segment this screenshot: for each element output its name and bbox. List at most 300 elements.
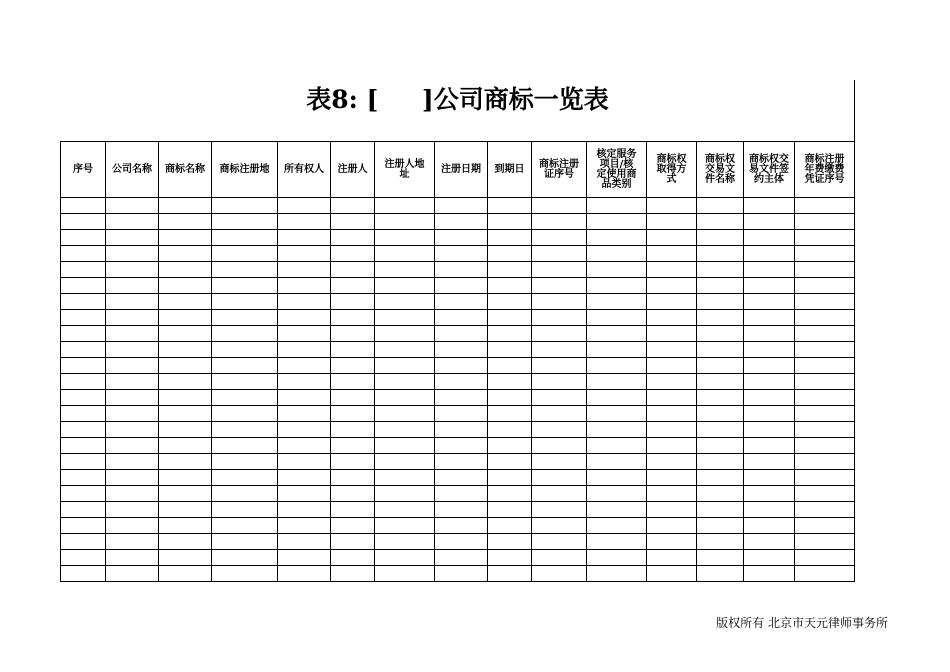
- table-cell: [697, 390, 744, 406]
- table-cell: [159, 550, 212, 566]
- table-cell: [488, 230, 532, 246]
- table-cell: [744, 390, 795, 406]
- table-row: [61, 246, 855, 262]
- table-cell: [106, 294, 159, 310]
- table-cell: [795, 374, 855, 390]
- table-row: [61, 358, 855, 374]
- table-cell: [331, 230, 375, 246]
- table-cell: [532, 486, 587, 502]
- table-row: [61, 534, 855, 550]
- table-cell: [159, 502, 212, 518]
- table-cell: [159, 342, 212, 358]
- table-cell: [647, 518, 697, 534]
- table-cell: [587, 422, 647, 438]
- table-cell: [61, 326, 106, 342]
- table-header-row: [61, 142, 855, 198]
- table-cell: [488, 342, 532, 358]
- table-cell: [106, 214, 159, 230]
- table-cell: [375, 246, 435, 262]
- table-cell: [159, 214, 212, 230]
- table-cell: [795, 438, 855, 454]
- table-cell: [795, 390, 855, 406]
- table-cell: [331, 518, 375, 534]
- table-cell: [61, 390, 106, 406]
- table-cell: [744, 310, 795, 326]
- table-cell: [159, 438, 212, 454]
- table-cell: [61, 358, 106, 374]
- table-cell: [697, 566, 744, 582]
- table-cell: [488, 438, 532, 454]
- table-cell: [587, 262, 647, 278]
- table-cell: [331, 342, 375, 358]
- table-cell: [744, 454, 795, 470]
- column-header: 核定服务项目/核定使用商品类别: [587, 142, 647, 198]
- table-cell: [435, 534, 488, 550]
- table-cell: [159, 422, 212, 438]
- table-cell: [435, 198, 488, 214]
- table-cell: [435, 214, 488, 230]
- table-cell: [61, 566, 106, 582]
- table-row: [61, 342, 855, 358]
- table-cell: [697, 374, 744, 390]
- table-cell: [331, 438, 375, 454]
- table-cell: [212, 198, 278, 214]
- table-cell: [278, 534, 331, 550]
- table-cell: [331, 534, 375, 550]
- table-cell: [697, 310, 744, 326]
- table-cell: [159, 470, 212, 486]
- table-cell: [212, 502, 278, 518]
- table-cell: [435, 342, 488, 358]
- table-cell: [744, 262, 795, 278]
- table-cell: [744, 374, 795, 390]
- table-cell: [532, 470, 587, 486]
- table-cell: [159, 278, 212, 294]
- table-cell: [435, 502, 488, 518]
- table-cell: [744, 550, 795, 566]
- table-cell: [331, 326, 375, 342]
- table-cell: [106, 374, 159, 390]
- table-cell: [795, 422, 855, 438]
- table-cell: [647, 502, 697, 518]
- table-cell: [278, 374, 331, 390]
- table-cell: [532, 278, 587, 294]
- table-cell: [647, 326, 697, 342]
- table-cell: [587, 486, 647, 502]
- table-cell: [697, 294, 744, 310]
- table-cell: [744, 486, 795, 502]
- table-cell: [587, 454, 647, 470]
- table-cell: [532, 518, 587, 534]
- table-cell: [647, 422, 697, 438]
- table-cell: [61, 214, 106, 230]
- table-cell: [532, 422, 587, 438]
- table-cell: [488, 406, 532, 422]
- table-cell: [159, 230, 212, 246]
- table-cell: [278, 486, 331, 502]
- table-cell: [106, 438, 159, 454]
- table-cell: [375, 550, 435, 566]
- table-cell: [331, 470, 375, 486]
- column-header: 商标权交易文件名称: [697, 142, 744, 198]
- table-cell: [587, 390, 647, 406]
- table-cell: [587, 246, 647, 262]
- table-cell: [106, 390, 159, 406]
- table-cell: [159, 454, 212, 470]
- table-cell: [647, 198, 697, 214]
- table-cell: [435, 310, 488, 326]
- table-cell: [744, 438, 795, 454]
- table-row: [61, 230, 855, 246]
- table-cell: [331, 310, 375, 326]
- table-cell: [697, 278, 744, 294]
- table-cell: [744, 502, 795, 518]
- table-cell: [744, 246, 795, 262]
- table-cell: [587, 198, 647, 214]
- table-cell: [795, 566, 855, 582]
- column-header: 商标注册年费缴费凭证序号: [795, 142, 855, 198]
- table-cell: [159, 486, 212, 502]
- table-cell: [278, 342, 331, 358]
- table-cell: [331, 406, 375, 422]
- table-cell: [212, 390, 278, 406]
- column-header: 注册人地址: [375, 142, 435, 198]
- table-cell: [375, 438, 435, 454]
- table-cell: [488, 566, 532, 582]
- table-cell: [159, 518, 212, 534]
- table-cell: [697, 358, 744, 374]
- table-cell: [331, 358, 375, 374]
- table-cell: [212, 262, 278, 278]
- table-cell: [587, 278, 647, 294]
- table-cell: [106, 278, 159, 294]
- table-row: [61, 374, 855, 390]
- table-cell: [435, 390, 488, 406]
- table-cell: [61, 518, 106, 534]
- table-cell: [532, 390, 587, 406]
- table-cell: [61, 198, 106, 214]
- table-cell: [331, 294, 375, 310]
- table-row: [61, 198, 855, 214]
- table-cell: [212, 406, 278, 422]
- table-cell: [795, 262, 855, 278]
- table-cell: [375, 486, 435, 502]
- table-cell: [331, 246, 375, 262]
- table-cell: [159, 534, 212, 550]
- table-cell: [795, 406, 855, 422]
- table-cell: [278, 470, 331, 486]
- table-cell: [532, 214, 587, 230]
- table-cell: [106, 342, 159, 358]
- table-cell: [375, 294, 435, 310]
- table-cell: [159, 310, 212, 326]
- table-cell: [647, 310, 697, 326]
- table-cell: [212, 454, 278, 470]
- table-cell: [278, 518, 331, 534]
- table-cell: [697, 502, 744, 518]
- table-cell: [532, 566, 587, 582]
- table-cell: [488, 486, 532, 502]
- table-cell: [435, 262, 488, 278]
- table-cell: [375, 518, 435, 534]
- table-row: [61, 278, 855, 294]
- table-cell: [61, 502, 106, 518]
- table-cell: [587, 470, 647, 486]
- table-cell: [106, 486, 159, 502]
- table-cell: [647, 246, 697, 262]
- table-cell: [647, 390, 697, 406]
- column-header: 商标名称: [159, 142, 212, 198]
- table-cell: [212, 342, 278, 358]
- table-cell: [488, 262, 532, 278]
- document-title: 表8: [ ]公司商标一览表: [306, 85, 609, 114]
- table-cell: [532, 438, 587, 454]
- table-cell: [647, 566, 697, 582]
- table-cell: [278, 358, 331, 374]
- table-cell: [532, 230, 587, 246]
- table-cell: [744, 214, 795, 230]
- table-cell: [61, 470, 106, 486]
- table-cell: [375, 310, 435, 326]
- table-cell: [435, 438, 488, 454]
- column-header: 注册人: [331, 142, 375, 198]
- table-cell: [587, 374, 647, 390]
- table-cell: [697, 486, 744, 502]
- column-header: 到期日: [488, 142, 532, 198]
- table-body: [61, 198, 855, 582]
- table-cell: [647, 534, 697, 550]
- table-row: [61, 326, 855, 342]
- table-cell: [61, 374, 106, 390]
- table-cell: [375, 326, 435, 342]
- table-cell: [278, 390, 331, 406]
- table-cell: [212, 294, 278, 310]
- table-cell: [106, 534, 159, 550]
- table-cell: [795, 246, 855, 262]
- column-header: 注册日期: [435, 142, 488, 198]
- table-row: [61, 454, 855, 470]
- table-cell: [744, 326, 795, 342]
- table-cell: [159, 246, 212, 262]
- table-cell: [212, 438, 278, 454]
- table-cell: [744, 534, 795, 550]
- table-cell: [106, 454, 159, 470]
- table-row: [61, 502, 855, 518]
- table-cell: [278, 310, 331, 326]
- table-cell: [795, 294, 855, 310]
- table-cell: [488, 550, 532, 566]
- table-cell: [697, 438, 744, 454]
- table-cell: [744, 358, 795, 374]
- table-cell: [61, 294, 106, 310]
- table-cell: [278, 550, 331, 566]
- table-cell: [647, 358, 697, 374]
- table-row: [61, 438, 855, 454]
- table-cell: [331, 454, 375, 470]
- table-cell: [331, 262, 375, 278]
- table-cell: [159, 406, 212, 422]
- table-cell: [697, 422, 744, 438]
- table-cell: [278, 230, 331, 246]
- table-cell: [212, 550, 278, 566]
- column-header: 商标注册证序号: [532, 142, 587, 198]
- table-cell: [331, 374, 375, 390]
- table-cell: [647, 278, 697, 294]
- table-row: [61, 486, 855, 502]
- table-cell: [212, 422, 278, 438]
- table-cell: [375, 214, 435, 230]
- table-cell: [435, 470, 488, 486]
- table-cell: [278, 406, 331, 422]
- table-cell: [697, 246, 744, 262]
- table-cell: [488, 422, 532, 438]
- table-cell: [647, 262, 697, 278]
- table-cell: [697, 470, 744, 486]
- table-row: [61, 550, 855, 566]
- table-cell: [744, 198, 795, 214]
- table-cell: [435, 294, 488, 310]
- table-cell: [697, 198, 744, 214]
- table-cell: [744, 566, 795, 582]
- table-cell: [532, 342, 587, 358]
- table-cell: [587, 502, 647, 518]
- copyright-footer: 版权所有 北京市天元律师事务所: [716, 616, 888, 630]
- table-cell: [587, 214, 647, 230]
- table-row: [61, 214, 855, 230]
- table-cell: [532, 502, 587, 518]
- table-cell: [532, 374, 587, 390]
- table-cell: [795, 502, 855, 518]
- table-cell: [697, 534, 744, 550]
- table-cell: [697, 326, 744, 342]
- table-cell: [375, 278, 435, 294]
- table-cell: [159, 326, 212, 342]
- table-cell: [106, 406, 159, 422]
- table-cell: [106, 198, 159, 214]
- column-header: 序号: [61, 142, 106, 198]
- table-cell: [532, 198, 587, 214]
- trademark-table: [60, 141, 855, 582]
- table-row: [61, 406, 855, 422]
- table-row: [61, 390, 855, 406]
- table-cell: [61, 262, 106, 278]
- table-cell: [61, 438, 106, 454]
- table-cell: [375, 406, 435, 422]
- table-cell: [278, 198, 331, 214]
- table-cell: [532, 534, 587, 550]
- table-cell: [106, 566, 159, 582]
- table-cell: [488, 310, 532, 326]
- table-cell: [61, 422, 106, 438]
- table-cell: [212, 326, 278, 342]
- table-cell: [278, 262, 331, 278]
- table-cell: [532, 310, 587, 326]
- table-cell: [106, 310, 159, 326]
- table-cell: [278, 422, 331, 438]
- table-cell: [278, 502, 331, 518]
- table-cell: [532, 406, 587, 422]
- table-cell: [61, 406, 106, 422]
- table-cell: [647, 438, 697, 454]
- table-cell: [435, 230, 488, 246]
- table-cell: [212, 310, 278, 326]
- table-row: [61, 422, 855, 438]
- table-cell: [212, 518, 278, 534]
- table-cell: [697, 342, 744, 358]
- table-cell: [647, 374, 697, 390]
- table-cell: [795, 310, 855, 326]
- table-cell: [106, 422, 159, 438]
- table-cell: [331, 502, 375, 518]
- table-cell: [488, 358, 532, 374]
- table-cell: [587, 342, 647, 358]
- table-cell: [331, 566, 375, 582]
- table-cell: [106, 262, 159, 278]
- table-cell: [587, 438, 647, 454]
- table-cell: [488, 390, 532, 406]
- table-cell: [278, 246, 331, 262]
- table-cell: [331, 198, 375, 214]
- table-cell: [212, 374, 278, 390]
- table-cell: [375, 262, 435, 278]
- table-cell: [587, 566, 647, 582]
- table-cell: [587, 534, 647, 550]
- table-cell: [697, 550, 744, 566]
- table-cell: [647, 550, 697, 566]
- table-cell: [795, 278, 855, 294]
- table-cell: [532, 454, 587, 470]
- table-cell: [435, 454, 488, 470]
- table-cell: [435, 518, 488, 534]
- column-header: 所有权人: [278, 142, 331, 198]
- table-cell: [61, 454, 106, 470]
- table-cell: [488, 374, 532, 390]
- table-cell: [744, 294, 795, 310]
- table-cell: [212, 230, 278, 246]
- table-cell: [587, 518, 647, 534]
- table-cell: [587, 294, 647, 310]
- table-cell: [647, 406, 697, 422]
- table-cell: [375, 374, 435, 390]
- table-cell: [375, 566, 435, 582]
- table-cell: [744, 518, 795, 534]
- table-cell: [744, 422, 795, 438]
- table-cell: [61, 550, 106, 566]
- table-cell: [106, 358, 159, 374]
- table-cell: [106, 518, 159, 534]
- table-cell: [212, 486, 278, 502]
- table-cell: [159, 198, 212, 214]
- table-cell: [744, 342, 795, 358]
- table-cell: [61, 342, 106, 358]
- table-cell: [212, 214, 278, 230]
- table-cell: [488, 534, 532, 550]
- table-row: [61, 310, 855, 326]
- table-cell: [61, 278, 106, 294]
- table-cell: [159, 566, 212, 582]
- table-cell: [212, 358, 278, 374]
- table-cell: [375, 390, 435, 406]
- column-header: 商标权取得方式: [647, 142, 697, 198]
- table-cell: [435, 326, 488, 342]
- table-cell: [795, 198, 855, 214]
- table-cell: [795, 230, 855, 246]
- table-cell: [647, 214, 697, 230]
- table-row: [61, 294, 855, 310]
- column-header: 公司名称: [106, 142, 159, 198]
- table-cell: [647, 294, 697, 310]
- table-cell: [212, 566, 278, 582]
